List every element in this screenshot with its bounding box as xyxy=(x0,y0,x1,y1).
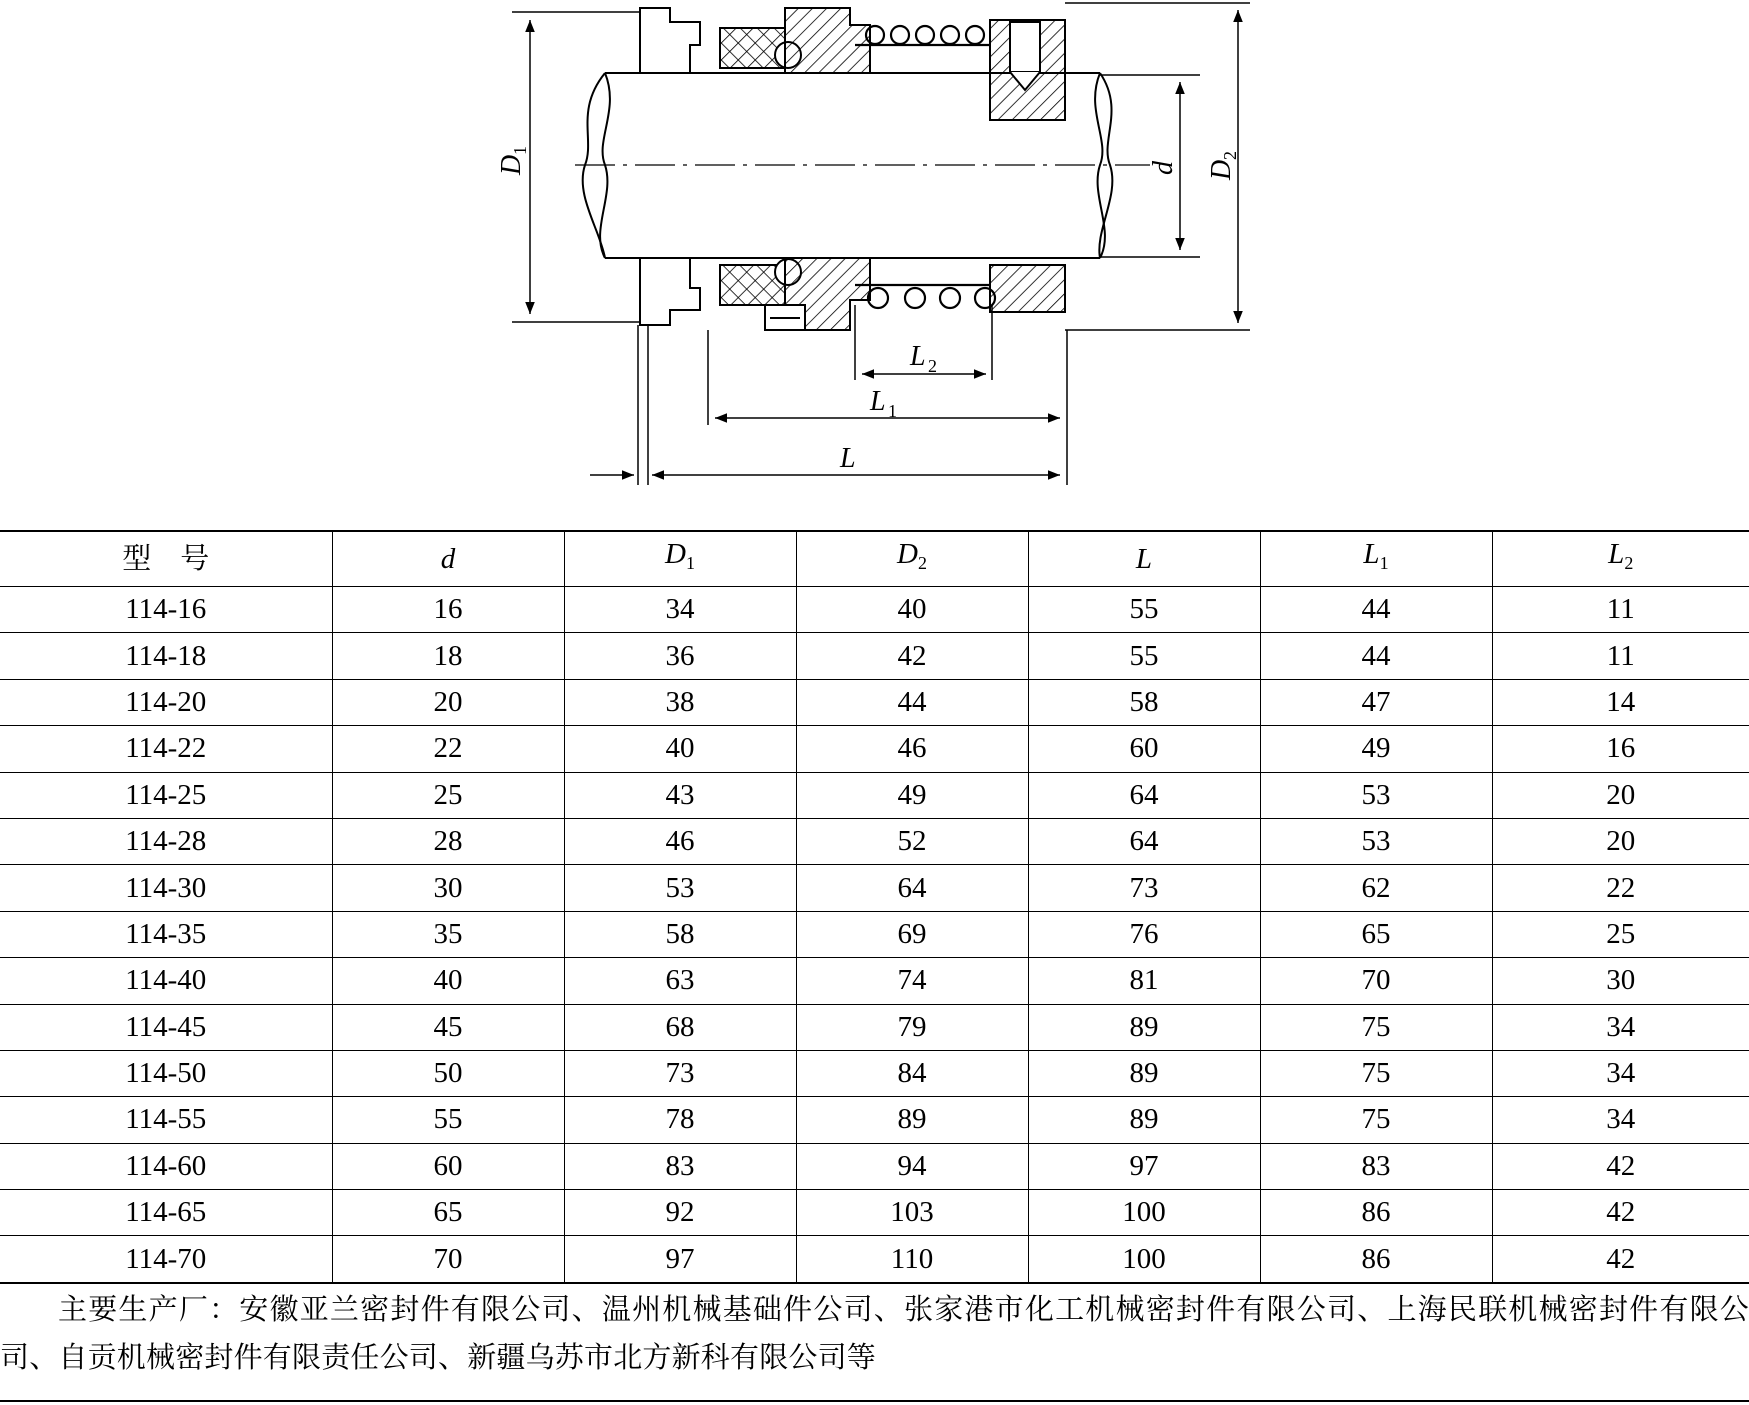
table-cell: 92 xyxy=(564,1190,796,1236)
table-cell: 55 xyxy=(1028,633,1260,679)
table-cell: 70 xyxy=(1260,958,1492,1004)
table-cell: 89 xyxy=(1028,1050,1260,1096)
table-cell: 114-70 xyxy=(0,1236,332,1283)
svg-text:2: 2 xyxy=(928,356,937,376)
table-cell: 75 xyxy=(1260,1097,1492,1143)
table-cell: 103 xyxy=(796,1190,1028,1236)
table-cell: 64 xyxy=(1028,818,1260,864)
table-cell: 22 xyxy=(332,726,564,772)
table-cell: 78 xyxy=(564,1097,796,1143)
table-cell: 76 xyxy=(1028,911,1260,957)
table-cell: 34 xyxy=(564,587,796,633)
column-header-symbol: L xyxy=(1363,538,1380,570)
table-cell: 53 xyxy=(1260,772,1492,818)
table-cell: 73 xyxy=(564,1050,796,1096)
table-cell: 68 xyxy=(564,1004,796,1050)
table-cell: 89 xyxy=(796,1097,1028,1143)
table-cell: 114-40 xyxy=(0,958,332,1004)
table-cell: 49 xyxy=(796,772,1028,818)
table-row xyxy=(0,911,1749,957)
table-cell: 49 xyxy=(1260,726,1492,772)
table-cell: 114-16 xyxy=(0,587,332,633)
static-ring xyxy=(640,8,700,325)
svg-text:L: L xyxy=(870,386,886,417)
table-cell: 114-18 xyxy=(0,633,332,679)
svg-text:d: d xyxy=(1148,161,1179,175)
table-cell: 64 xyxy=(1028,772,1260,818)
dim-label-d2 xyxy=(1206,151,1240,181)
column-header xyxy=(332,531,564,587)
column-header-symbol: L xyxy=(1135,542,1153,575)
table-cell: 110 xyxy=(796,1236,1028,1283)
table-cell: 16 xyxy=(332,587,564,633)
table-cell: 14 xyxy=(1492,679,1749,725)
table-cell: 84 xyxy=(796,1050,1028,1096)
table-row xyxy=(0,772,1749,818)
table-row xyxy=(0,1097,1749,1143)
table-row xyxy=(0,679,1749,725)
column-header xyxy=(1028,531,1260,587)
table-cell: 53 xyxy=(1260,818,1492,864)
column-header: 型 号 xyxy=(0,531,332,587)
column-header-symbol: D xyxy=(897,538,918,570)
table-cell: 100 xyxy=(1028,1236,1260,1283)
table-cell: 45 xyxy=(332,1004,564,1050)
table-cell: 97 xyxy=(564,1236,796,1283)
svg-text:D: D xyxy=(496,154,527,175)
table-cell: 65 xyxy=(1260,911,1492,957)
table-cell: 114-35 xyxy=(0,911,332,957)
table-cell: 86 xyxy=(1260,1236,1492,1283)
table-cell: 42 xyxy=(1492,1143,1749,1189)
table-cell: 64 xyxy=(796,865,1028,911)
table-cell: 42 xyxy=(1492,1190,1749,1236)
table-row xyxy=(0,958,1749,1004)
dim-label-d xyxy=(1148,160,1179,175)
table-row xyxy=(0,865,1749,911)
table-cell: 40 xyxy=(564,726,796,772)
svg-text:D: D xyxy=(1206,159,1237,180)
table-cell: 28 xyxy=(332,818,564,864)
table-cell: 114-25 xyxy=(0,772,332,818)
table-row xyxy=(0,726,1749,772)
table-cell: 114-50 xyxy=(0,1050,332,1096)
table-cell: 89 xyxy=(1028,1097,1260,1143)
table-header-row xyxy=(0,531,1749,587)
table-cell: 50 xyxy=(332,1050,564,1096)
svg-text:L: L xyxy=(840,443,856,474)
table-cell: 55 xyxy=(1028,587,1260,633)
table-cell: 114-45 xyxy=(0,1004,332,1050)
table-cell: 53 xyxy=(564,865,796,911)
table-cell: 47 xyxy=(1260,679,1492,725)
table-cell: 70 xyxy=(332,1236,564,1283)
column-header xyxy=(564,531,796,587)
table-cell: 75 xyxy=(1260,1004,1492,1050)
column-header-subscript: 1 xyxy=(1379,553,1389,573)
table-cell: 52 xyxy=(796,818,1028,864)
table-cell: 44 xyxy=(796,679,1028,725)
table-cell: 42 xyxy=(1492,1236,1749,1283)
table-cell: 94 xyxy=(796,1143,1028,1189)
dim-label-l1 xyxy=(869,386,897,421)
table-cell: 74 xyxy=(796,958,1028,1004)
table-cell: 43 xyxy=(564,772,796,818)
table-cell: 18 xyxy=(332,633,564,679)
table-row xyxy=(0,1050,1749,1096)
table-cell: 25 xyxy=(1492,911,1749,957)
column-header xyxy=(796,531,1028,587)
table-cell: 86 xyxy=(1260,1190,1492,1236)
table-cell: 42 xyxy=(796,633,1028,679)
svg-text:L: L xyxy=(910,341,926,372)
table-cell: 114-20 xyxy=(0,679,332,725)
dim-label-l2 xyxy=(909,341,937,376)
column-header-symbol: D xyxy=(665,538,686,570)
table-body xyxy=(0,587,1749,1283)
svg-text:1: 1 xyxy=(510,146,530,155)
spring xyxy=(855,26,995,308)
manufacturer-note: 主要生产厂：安徽亚兰密封件有限公司、温州机械基础件公司、张家港市化工机械密封件有限公司、上海民联机械密封件有限公司、自贡机械密封件有限责任公司、新疆乌苏市北方新科有限公司等 xyxy=(0,1292,1749,1374)
table-cell: 79 xyxy=(796,1004,1028,1050)
table-cell: 11 xyxy=(1492,633,1749,679)
table-cell: 97 xyxy=(1028,1143,1260,1189)
seal-drawing xyxy=(0,0,1749,500)
table-cell: 75 xyxy=(1260,1050,1492,1096)
table-row xyxy=(0,587,1749,633)
table-cell: 30 xyxy=(1492,958,1749,1004)
table-row xyxy=(0,1143,1749,1189)
table-cell: 16 xyxy=(1492,726,1749,772)
table-cell: 114-28 xyxy=(0,818,332,864)
table-row xyxy=(0,633,1749,679)
column-header-subscript: 1 xyxy=(685,553,695,573)
svg-text:2: 2 xyxy=(1220,151,1240,160)
table-cell: 22 xyxy=(1492,865,1749,911)
column-header-symbol: L xyxy=(1608,538,1625,570)
table-cell: 30 xyxy=(332,865,564,911)
table-cell: 44 xyxy=(1260,587,1492,633)
table-cell: 35 xyxy=(332,911,564,957)
table-cell: 20 xyxy=(1492,818,1749,864)
table-cell: 58 xyxy=(1028,679,1260,725)
table-cell: 114-22 xyxy=(0,726,332,772)
spec-table xyxy=(0,530,1749,1284)
column-header-subscript: 2 xyxy=(917,553,927,573)
table-cell: 34 xyxy=(1492,1050,1749,1096)
table-cell: 11 xyxy=(1492,587,1749,633)
table-row xyxy=(0,1236,1749,1283)
table-cell: 44 xyxy=(1260,633,1492,679)
table-cell: 65 xyxy=(332,1190,564,1236)
table-cell: 58 xyxy=(564,911,796,957)
table-cell: 60 xyxy=(1028,726,1260,772)
table-cell: 81 xyxy=(1028,958,1260,1004)
table-cell: 36 xyxy=(564,633,796,679)
table-cell: 69 xyxy=(796,911,1028,957)
table-cell: 46 xyxy=(796,726,1028,772)
column-header-subscript: 2 xyxy=(1624,553,1634,573)
table-cell: 114-55 xyxy=(0,1097,332,1143)
table-cell: 73 xyxy=(1028,865,1260,911)
table-cell: 89 xyxy=(1028,1004,1260,1050)
bottom-rule xyxy=(0,1400,1749,1402)
table-cell: 46 xyxy=(564,818,796,864)
table-cell: 34 xyxy=(1492,1004,1749,1050)
table-cell: 83 xyxy=(564,1143,796,1189)
table-cell: 20 xyxy=(332,679,564,725)
table-row xyxy=(0,818,1749,864)
table-cell: 38 xyxy=(564,679,796,725)
table-cell: 40 xyxy=(796,587,1028,633)
rubber-packing xyxy=(720,28,785,305)
table-cell: 25 xyxy=(332,772,564,818)
table-cell: 55 xyxy=(332,1097,564,1143)
column-header xyxy=(1260,531,1492,587)
table-cell: 100 xyxy=(1028,1190,1260,1236)
table-cell: 34 xyxy=(1492,1097,1749,1143)
table-cell: 114-60 xyxy=(0,1143,332,1189)
table-row xyxy=(0,1004,1749,1050)
table-cell: 62 xyxy=(1260,865,1492,911)
table-cell: 60 xyxy=(332,1143,564,1189)
table-cell: 114-65 xyxy=(0,1190,332,1236)
table-cell: 40 xyxy=(332,958,564,1004)
table-cell: 83 xyxy=(1260,1143,1492,1189)
dim-label-l xyxy=(839,443,856,474)
o-rings xyxy=(775,42,801,285)
table-row xyxy=(0,1190,1749,1236)
spring-seat xyxy=(990,20,1065,312)
column-header-symbol: d xyxy=(440,542,456,575)
table-cell: 20 xyxy=(1492,772,1749,818)
dim-label-d1 xyxy=(496,146,530,176)
table-cell: 63 xyxy=(564,958,796,1004)
svg-text:1: 1 xyxy=(888,401,897,421)
table-cell: 114-30 xyxy=(0,865,332,911)
column-header xyxy=(1492,531,1749,587)
